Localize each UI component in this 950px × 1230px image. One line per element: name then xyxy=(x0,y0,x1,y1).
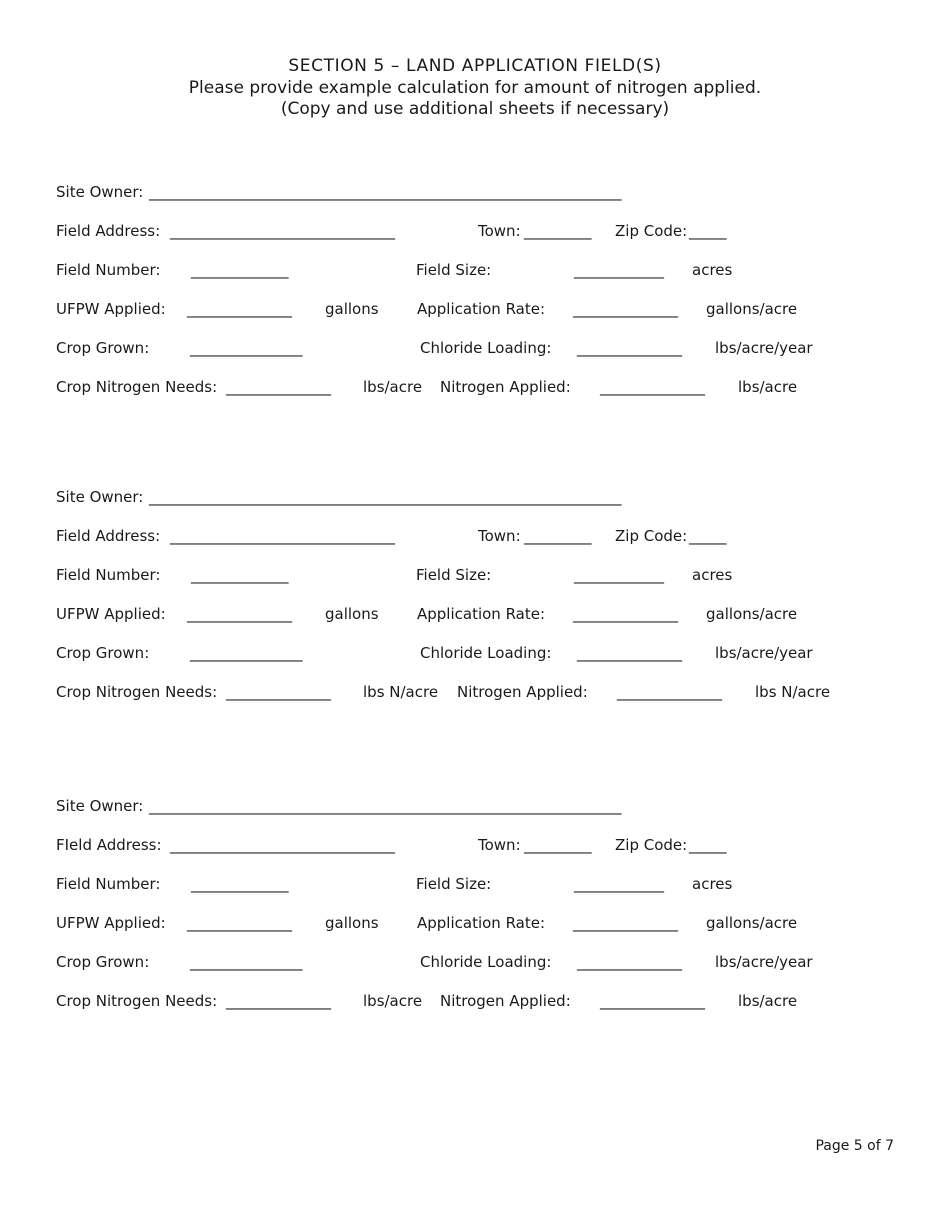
field-form-1 xyxy=(56,182,916,416)
nitrogen-row xyxy=(56,682,916,721)
chloride-loading-label: Chloride Loading: xyxy=(420,644,552,662)
zip-label: Zip Code: xyxy=(615,527,688,545)
field-size-unit: acres xyxy=(692,566,733,584)
application-rate-unit: gallons/acre xyxy=(706,914,798,932)
zip-blank[interactable]: _____ xyxy=(689,222,727,240)
field-size-label: Field Size: xyxy=(416,875,492,893)
site-owner-label: Site Owner: xyxy=(56,183,144,201)
chloride-loading-blank[interactable]: ______________ xyxy=(577,644,682,662)
ufpw-unit: gallons xyxy=(325,300,379,318)
crop-grown-label: Crop Grown: xyxy=(56,339,150,357)
ufpw-label: UFPW Applied: xyxy=(56,914,166,932)
field-number-blank[interactable]: _____________ xyxy=(191,566,289,584)
site-owner-row xyxy=(56,182,916,221)
field-address-blank[interactable]: ______________________________ xyxy=(170,222,395,240)
field-size-blank[interactable]: ____________ xyxy=(574,261,664,279)
field-size-blank[interactable]: ____________ xyxy=(574,875,664,893)
crop-nitrogen-needs-blank[interactable]: ______________ xyxy=(226,683,331,701)
section-instructions: Please provide example calculation for amount of nitrogen applied. xyxy=(188,77,762,98)
town-label: Town: xyxy=(478,527,521,545)
field-address-label: Field Address: xyxy=(56,527,161,545)
field-address-blank[interactable]: ______________________________ xyxy=(170,836,395,854)
nitrogen-applied-blank[interactable]: ______________ xyxy=(600,378,705,396)
application-rate-blank[interactable]: ______________ xyxy=(573,300,678,318)
town-label: Town: xyxy=(478,222,521,240)
chloride-loading-blank[interactable]: ______________ xyxy=(577,953,682,971)
crop-nitrogen-needs-blank[interactable]: ______________ xyxy=(226,992,331,1010)
crop-nitrogen-needs-label: Crop Nitrogen Needs: xyxy=(56,683,218,701)
crop-row xyxy=(56,952,916,991)
ufpw-row xyxy=(56,913,916,952)
crop-grown-blank[interactable]: _______________ xyxy=(190,339,303,357)
nitrogen-applied-label: Nitrogen Applied: xyxy=(457,683,588,701)
field-size-unit: acres xyxy=(692,875,733,893)
field-number-label: Field Number: xyxy=(56,566,161,584)
field-size-unit: acres xyxy=(692,261,733,279)
ufpw-row xyxy=(56,604,916,643)
ufpw-blank[interactable]: ______________ xyxy=(187,605,292,623)
field-number-blank[interactable]: _____________ xyxy=(191,261,289,279)
field-number-row xyxy=(56,260,916,299)
nitrogen-applied-blank[interactable]: ______________ xyxy=(600,992,705,1010)
application-rate-label: Application Rate: xyxy=(417,914,546,932)
chloride-loading-unit: lbs/acre/year xyxy=(715,644,813,662)
nitrogen-row xyxy=(56,991,916,1030)
field-size-blank[interactable]: ____________ xyxy=(574,566,664,584)
crop-grown-blank[interactable]: _______________ xyxy=(190,644,303,662)
field-address-row xyxy=(56,526,916,565)
town-label: Town: xyxy=(478,836,521,854)
field-size-label: Field Size: xyxy=(416,566,492,584)
chloride-loading-unit: lbs/acre/year xyxy=(715,953,813,971)
town-blank[interactable]: _________ xyxy=(524,527,592,545)
crop-nitrogen-needs-label: Crop Nitrogen Needs: xyxy=(56,992,218,1010)
site-owner-label: Site Owner: xyxy=(56,488,144,506)
application-rate-blank[interactable]: ______________ xyxy=(573,605,678,623)
crop-row xyxy=(56,338,916,377)
zip-blank[interactable]: _____ xyxy=(689,836,727,854)
application-rate-label: Application Rate: xyxy=(417,605,546,623)
town-blank[interactable]: _________ xyxy=(524,222,592,240)
field-number-label: Field Number: xyxy=(56,261,161,279)
field-address-row xyxy=(56,221,916,260)
field-address-label: FIeld Address: xyxy=(56,836,162,854)
field-address-blank[interactable]: ______________________________ xyxy=(170,527,395,545)
ufpw-unit: gallons xyxy=(325,914,379,932)
field-size-label: Field Size: xyxy=(416,261,492,279)
chloride-loading-blank[interactable]: ______________ xyxy=(577,339,682,357)
ufpw-row xyxy=(56,299,916,338)
nitrogen-applied-label: Nitrogen Applied: xyxy=(440,378,571,396)
crop-nitrogen-needs-unit: lbs N/acre xyxy=(363,683,439,701)
crop-nitrogen-needs-unit: lbs/acre xyxy=(363,992,423,1010)
nitrogen-applied-unit: lbs N/acre xyxy=(755,683,831,701)
ufpw-blank[interactable]: ______________ xyxy=(187,914,292,932)
site-owner-blank[interactable]: _______________________________________________________________ xyxy=(149,488,622,506)
site-owner-label: Site Owner: xyxy=(56,797,144,815)
crop-grown-label: Crop Grown: xyxy=(56,644,150,662)
nitrogen-row xyxy=(56,377,916,416)
crop-grown-label: Crop Grown: xyxy=(56,953,150,971)
nitrogen-applied-unit: lbs/acre xyxy=(738,992,798,1010)
page-number: Page 5 of 7 xyxy=(815,1138,894,1154)
site-owner-blank[interactable]: _______________________________________________________________ xyxy=(149,183,622,201)
field-form-3 xyxy=(56,796,916,1030)
section-note: (Copy and use additional sheets if necessary) xyxy=(280,99,670,119)
field-number-row xyxy=(56,565,916,604)
crop-row xyxy=(56,643,916,682)
application-rate-unit: gallons/acre xyxy=(706,300,798,318)
ufpw-label: UFPW Applied: xyxy=(56,605,166,623)
site-owner-row xyxy=(56,796,916,835)
section-header xyxy=(0,56,950,121)
nitrogen-applied-label: Nitrogen Applied: xyxy=(440,992,571,1010)
site-owner-blank[interactable]: _______________________________________________________________ xyxy=(149,797,622,815)
field-form-2 xyxy=(56,487,916,721)
application-rate-label: Application Rate: xyxy=(417,300,546,318)
chloride-loading-label: Chloride Loading: xyxy=(420,339,552,357)
site-owner-row xyxy=(56,487,916,526)
nitrogen-applied-unit: lbs/acre xyxy=(738,378,798,396)
field-address-label: Field Address: xyxy=(56,222,161,240)
field-number-row xyxy=(56,874,916,913)
zip-label: Zip Code: xyxy=(615,836,688,854)
town-blank[interactable]: _________ xyxy=(524,836,592,854)
field-address-row xyxy=(56,835,916,874)
application-rate-blank[interactable]: ______________ xyxy=(573,914,678,932)
crop-nitrogen-needs-blank[interactable]: ______________ xyxy=(226,378,331,396)
section-title: SECTION 5 – LAND APPLICATION FIELD(S) xyxy=(288,56,662,76)
crop-nitrogen-needs-label: Crop Nitrogen Needs: xyxy=(56,378,218,396)
ufpw-blank[interactable]: ______________ xyxy=(187,300,292,318)
ufpw-unit: gallons xyxy=(325,605,379,623)
nitrogen-applied-blank[interactable]: ______________ xyxy=(617,683,722,701)
zip-blank[interactable]: _____ xyxy=(689,527,727,545)
field-number-label: Field Number: xyxy=(56,875,161,893)
ufpw-label: UFPW Applied: xyxy=(56,300,166,318)
crop-nitrogen-needs-unit: lbs/acre xyxy=(363,378,423,396)
chloride-loading-unit: lbs/acre/year xyxy=(715,339,813,357)
chloride-loading-label: Chloride Loading: xyxy=(420,953,552,971)
zip-label: Zip Code: xyxy=(615,222,688,240)
application-rate-unit: gallons/acre xyxy=(706,605,798,623)
field-number-blank[interactable]: _____________ xyxy=(191,875,289,893)
crop-grown-blank[interactable]: _______________ xyxy=(190,953,303,971)
